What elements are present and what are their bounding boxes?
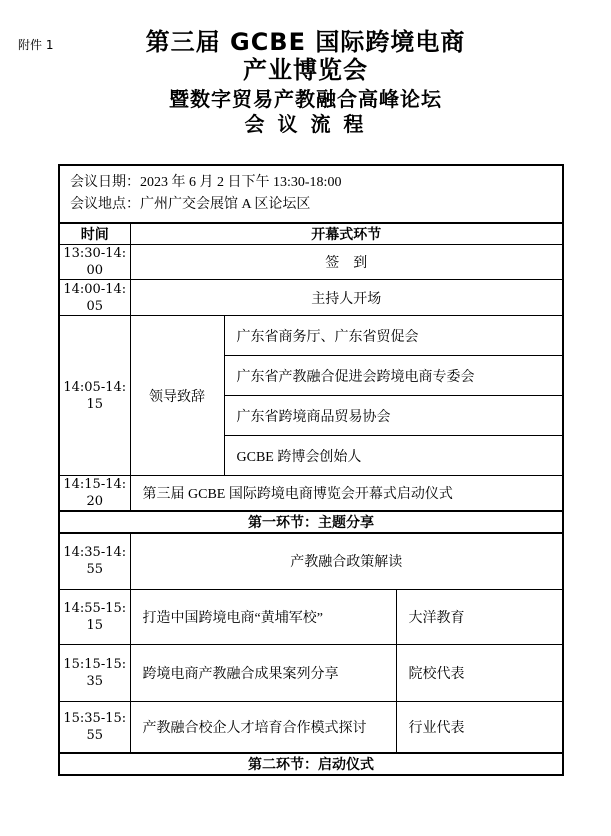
leader-speaker-4: GCBE 跨博会创始人 <box>224 436 563 476</box>
column-header-row <box>59 223 563 245</box>
activity-sign-in: 签 到 <box>130 245 563 280</box>
time-cell: 15:15-15:35 <box>59 644 130 701</box>
time-cell: 14:00-14:05 <box>59 280 130 316</box>
meeting-date: 会议日期：2023 年 6 月 2 日下午 13:30-18:00 <box>70 175 342 190</box>
section1-title: 第一环节：主题分享 <box>59 511 563 533</box>
time-cell: 15:35-15:55 <box>59 701 130 753</box>
section2-title: 第二环节：启动仪式 <box>59 753 563 775</box>
row-opening-launch <box>59 476 563 512</box>
leader-speaker-3: 广东省跨境商品贸易协会 <box>224 396 563 436</box>
row-talk-1 <box>59 589 563 644</box>
time-cell: 13:30-14:00 <box>59 245 130 280</box>
row-talk-3 <box>59 701 563 753</box>
talk-3-speaker: 行业代表 <box>396 701 563 753</box>
leader-speaker-1: 广东省商务厅、广东省贸促会 <box>224 316 563 356</box>
activity-opening-launch: 第三届 GCBE 国际跨境电商博览会开幕式启动仪式 <box>130 476 563 512</box>
row-host-opening <box>59 280 563 316</box>
time-cell: 14:15-14:20 <box>59 476 130 512</box>
doc-type-title: 会 议 流 程 <box>244 112 367 136</box>
time-cell: 14:35-14:55 <box>59 533 130 589</box>
page-title-line1: 第三届 GCBE 国际跨境电商 <box>145 28 466 56</box>
talk-2-topic: 跨境电商产教融合成果案列分享 <box>130 644 396 701</box>
row-leader-speech-1 <box>59 316 563 356</box>
meeting-info-row <box>59 165 563 223</box>
talk-3-topic: 产教融合校企人才培育合作模式探讨 <box>130 701 396 753</box>
talk-1-topic: 打造中国跨境电商“黄埔军校” <box>130 589 396 644</box>
talk-1-speaker: 大洋教育 <box>396 589 563 644</box>
meeting-location: 会议地点：广州广交会展馆 A 区论坛区 <box>70 197 311 212</box>
page-subtitle: 暨数字贸易产教融合高峰论坛 <box>169 87 442 111</box>
attachment-label: 附件 1 <box>18 38 54 52</box>
leader-speaker-2: 广东省产教融合促进会跨境电商专委会 <box>224 356 563 396</box>
activity-host-opening: 主持人开场 <box>130 280 563 316</box>
time-cell: 14:05-14:15 <box>59 316 130 476</box>
time-cell: 14:55-15:15 <box>59 589 130 644</box>
row-sign-in <box>59 245 563 280</box>
conference-schedule-table <box>58 164 564 776</box>
section-header-row-2 <box>59 753 563 775</box>
row-talk-2 <box>59 644 563 701</box>
activity-policy-talk: 产教融合政策解读 <box>130 533 563 589</box>
meeting-info-cell <box>59 165 563 223</box>
row-policy-talk <box>59 533 563 589</box>
activity-leader-speech: 领导致辞 <box>130 316 224 476</box>
talk-2-speaker: 院校代表 <box>396 644 563 701</box>
time-column-header: 时间 <box>59 223 130 245</box>
section-header-row-1 <box>59 511 563 533</box>
page-title <box>0 28 611 137</box>
page-title-line2: 产业博览会 <box>243 56 368 84</box>
session-column-header: 开幕式环节 <box>130 223 563 245</box>
